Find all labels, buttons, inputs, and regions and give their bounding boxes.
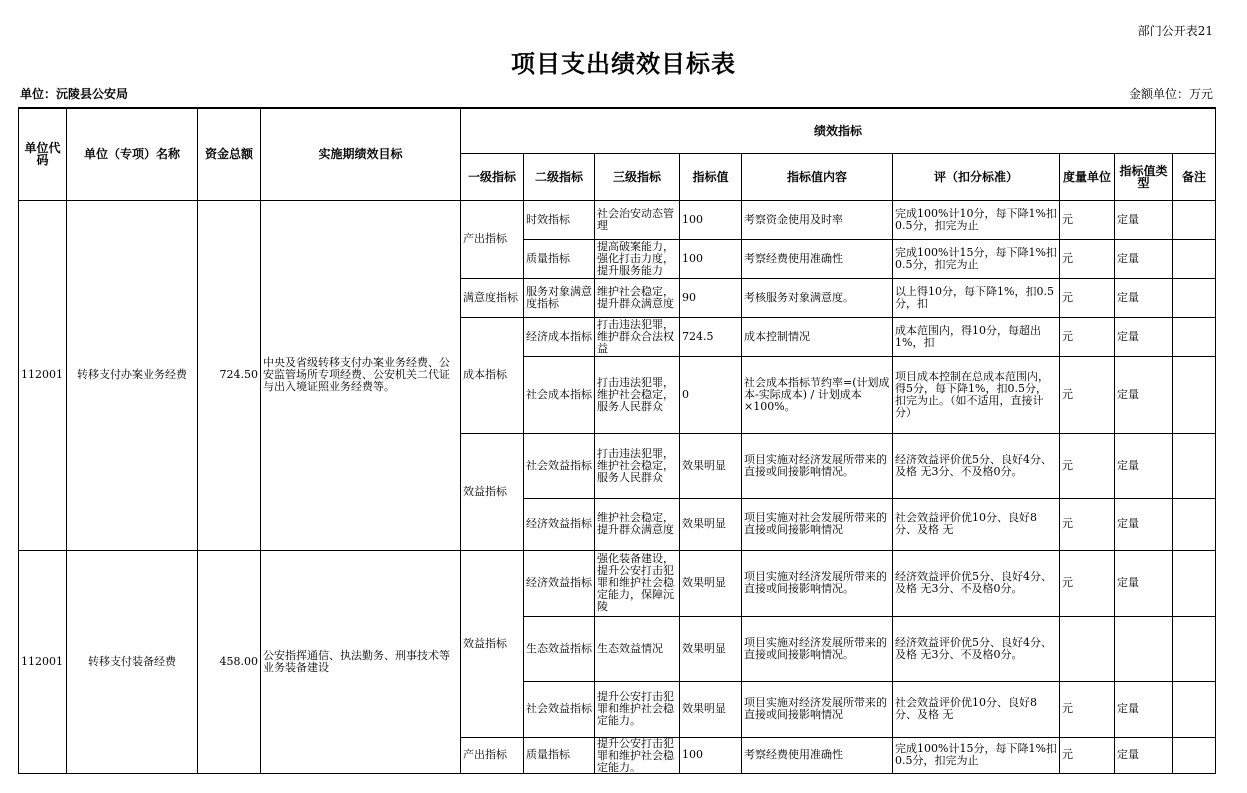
measure-unit: 元 (1060, 239, 1115, 278)
remark (1173, 239, 1216, 278)
level3-indicator: 维护社会稳定，提升群众满意度 (595, 498, 680, 550)
value-type (1115, 616, 1173, 681)
measure-unit: 元 (1060, 317, 1115, 356)
indicator-content: 项目实施对经济发展所带来的直接或间接影响情况 (742, 681, 893, 737)
header-name: 单位（专项）名称 (67, 108, 198, 200)
project-name: 转移支付装备经费 (67, 550, 198, 773)
level2-indicator: 社会效益指标 (524, 433, 595, 498)
level3-indicator: 打击违法犯罪，维护社会稳定，服务人民群众 (595, 356, 680, 433)
level2-indicator: 经济效益指标 (524, 498, 595, 550)
level3-indicator: 提升公安打击犯罪和维护社会稳定能力。 (595, 737, 680, 773)
measure-unit: 元 (1060, 433, 1115, 498)
level3-indicator: 维护社会稳定，提升群众满意度 (595, 278, 680, 317)
header-remark: 备注 (1173, 153, 1216, 200)
table-number-label: 部门公开表21 (1137, 24, 1213, 38)
level2-indicator: 生态效益指标 (524, 616, 595, 681)
header-code: 单位代码 (19, 108, 67, 200)
level2-indicator: 经济成本指标 (524, 317, 595, 356)
level3-indicator: 提高破案能力，强化打击力度，提升服务能力 (595, 239, 680, 278)
level2-indicator: 社会成本指标 (524, 356, 595, 433)
level3-indicator: 社会治安动态管理 (595, 200, 680, 239)
value-type: 定量 (1115, 239, 1173, 278)
indicator-content: 成本控制情况 (742, 317, 893, 356)
indicator-value: 100 (680, 239, 742, 278)
header-score: 评（扣分标准） (893, 153, 1060, 200)
score-standard: 项目成本控制在总成本范围内，得5分，每下降1%，扣0.5分，扣完为止。（如不适用，直接计分） (893, 356, 1060, 433)
value-type: 定量 (1115, 433, 1173, 498)
header-measure-unit: 度量单位 (1060, 153, 1115, 200)
level1-indicator: 效益指标 (461, 433, 524, 550)
header-level3: 三级指标 (595, 153, 680, 200)
indicator-content: 考察经费使用准确性 (742, 239, 893, 278)
value-type: 定量 (1115, 498, 1173, 550)
level2-indicator: 社会效益指标 (524, 681, 595, 737)
measure-unit (1060, 616, 1115, 681)
project-code: 112001 (19, 550, 67, 773)
remark (1173, 616, 1216, 681)
remark (1173, 356, 1216, 433)
remark (1173, 433, 1216, 498)
level1-indicator: 产出指标 (461, 737, 524, 773)
indicator-value: 100 (680, 737, 742, 773)
header-goal: 实施期绩效目标 (261, 108, 461, 200)
remark (1173, 681, 1216, 737)
performance-table (18, 107, 1216, 774)
amount-unit-label: 金额单位：万元 (1128, 87, 1213, 101)
indicator-value: 100 (680, 200, 742, 239)
level1-indicator: 满意度指标 (461, 278, 524, 317)
indicator-content: 社会成本指标节约率=(计划成本-实际成本) / 计划成本×100%。 (742, 356, 893, 433)
project-name: 转移支付办案业务经费 (67, 200, 198, 550)
level3-indicator: 打击违法犯罪，维护群众合法权益 (595, 317, 680, 356)
score-standard: 经济效益评价优5分、良好4分、及格 无3分、不及格0分。 (893, 550, 1060, 616)
indicator-value: 效果明显 (680, 550, 742, 616)
value-type: 定量 (1115, 550, 1173, 616)
indicator-value: 724.5 (680, 317, 742, 356)
score-standard: 经济效益评价优5分、良好4分、及格 无3分、不及格0分。 (893, 616, 1060, 681)
header-total: 资金总额 (198, 108, 261, 200)
score-standard: 以上得10分，每下降1%，扣0.5分，扣 (893, 278, 1060, 317)
indicator-value: 效果明显 (680, 498, 742, 550)
unit-label: 单位：沅陵县公安局 (20, 87, 129, 101)
remark (1173, 317, 1216, 356)
remark (1173, 200, 1216, 239)
page-title: 项目支出绩效目标表 (511, 50, 736, 78)
project-code: 112001 (19, 200, 67, 550)
level2-indicator: 质量指标 (524, 737, 595, 773)
level2-indicator: 时效指标 (524, 200, 595, 239)
indicator-content: 项目实施对经济发展所带来的直接或间接影响情况。 (742, 616, 893, 681)
indicator-content: 项目实施对社会发展所带来的直接或间接影响情况 (742, 498, 893, 550)
remark (1173, 498, 1216, 550)
level3-indicator: 提升公安打击犯罪和维护社会稳定能力。 (595, 681, 680, 737)
indicator-value: 90 (680, 278, 742, 317)
indicator-content: 项目实施对经济发展所带来的直接或间接影响情况。 (742, 433, 893, 498)
score-standard: 社会效益评价优10分、良好8分、及格 无 (893, 681, 1060, 737)
value-type: 定量 (1115, 356, 1173, 433)
indicator-value: 效果明显 (680, 433, 742, 498)
header-value-type: 指标值类型 (1115, 153, 1173, 200)
score-standard: 社会效益评价优10分、良好8分、及格 无 (893, 498, 1060, 550)
level3-indicator: 强化装备建设，提升公安打击犯罪和维护社会稳定能力，保障沅陵 (595, 550, 680, 616)
indicator-content: 考察资金使用及时率 (742, 200, 893, 239)
indicator-content: 项目实施对经济发展所带来的直接或间接影响情况。 (742, 550, 893, 616)
measure-unit: 元 (1060, 498, 1115, 550)
project-total: 458.00 (198, 550, 261, 773)
level2-indicator: 服务对象满意度指标 (524, 278, 595, 317)
header-indicators: 绩效指标 (461, 108, 1216, 153)
header-content: 指标值内容 (742, 153, 893, 200)
header-value: 指标值 (680, 153, 742, 200)
project-total: 724.50 (198, 200, 261, 550)
level2-indicator: 经济效益指标 (524, 550, 595, 616)
indicator-value: 效果明显 (680, 616, 742, 681)
measure-unit: 元 (1060, 356, 1115, 433)
value-type: 定量 (1115, 278, 1173, 317)
project-goal: 中央及省级转移支付办案业务经费、公安监管场所专项经费、公安机关二代证与出入境证照业务经费等。 (261, 200, 461, 550)
level3-indicator: 生态效益情况 (595, 616, 680, 681)
score-standard: 完成100%计15分，每下降1%扣0.5分，扣完为止 (893, 239, 1060, 278)
indicator-value: 0 (680, 356, 742, 433)
remark (1173, 737, 1216, 773)
value-type: 定量 (1115, 681, 1173, 737)
measure-unit: 元 (1060, 737, 1115, 773)
table-row (19, 550, 1216, 616)
measure-unit: 元 (1060, 550, 1115, 616)
level1-indicator: 效益指标 (461, 550, 524, 737)
level3-indicator: 打击违法犯罪，维护社会稳定，服务人民群众 (595, 433, 680, 498)
measure-unit: 元 (1060, 278, 1115, 317)
value-type: 定量 (1115, 317, 1173, 356)
measure-unit: 元 (1060, 200, 1115, 239)
table-row (19, 200, 1216, 239)
remark (1173, 278, 1216, 317)
indicator-content: 考核服务对象满意度。 (742, 278, 893, 317)
score-standard: 完成100%计10分，每下降1%扣0.5分，扣完为止 (893, 200, 1060, 239)
indicator-value: 效果明显 (680, 681, 742, 737)
project-goal: 公安指挥通信、执法勤务、刑事技术等业务装备建设 (261, 550, 461, 773)
level1-indicator: 成本指标 (461, 317, 524, 433)
measure-unit: 元 (1060, 681, 1115, 737)
value-type: 定量 (1115, 737, 1173, 773)
score-standard: 完成100%计15分，每下降1%扣0.5分，扣完为止 (893, 737, 1060, 773)
remark (1173, 550, 1216, 616)
header-level2: 二级指标 (524, 153, 595, 200)
score-standard: 经济效益评价优5分、良好4分、及格 无3分、不及格0分。 (893, 433, 1060, 498)
indicator-content: 考察经费使用准确性 (742, 737, 893, 773)
level2-indicator: 质量指标 (524, 239, 595, 278)
value-type: 定量 (1115, 200, 1173, 239)
score-standard: 成本范围内，得10分，每超出1%，扣 (893, 317, 1060, 356)
header-level1: 一级指标 (461, 153, 524, 200)
level1-indicator: 产出指标 (461, 200, 524, 278)
